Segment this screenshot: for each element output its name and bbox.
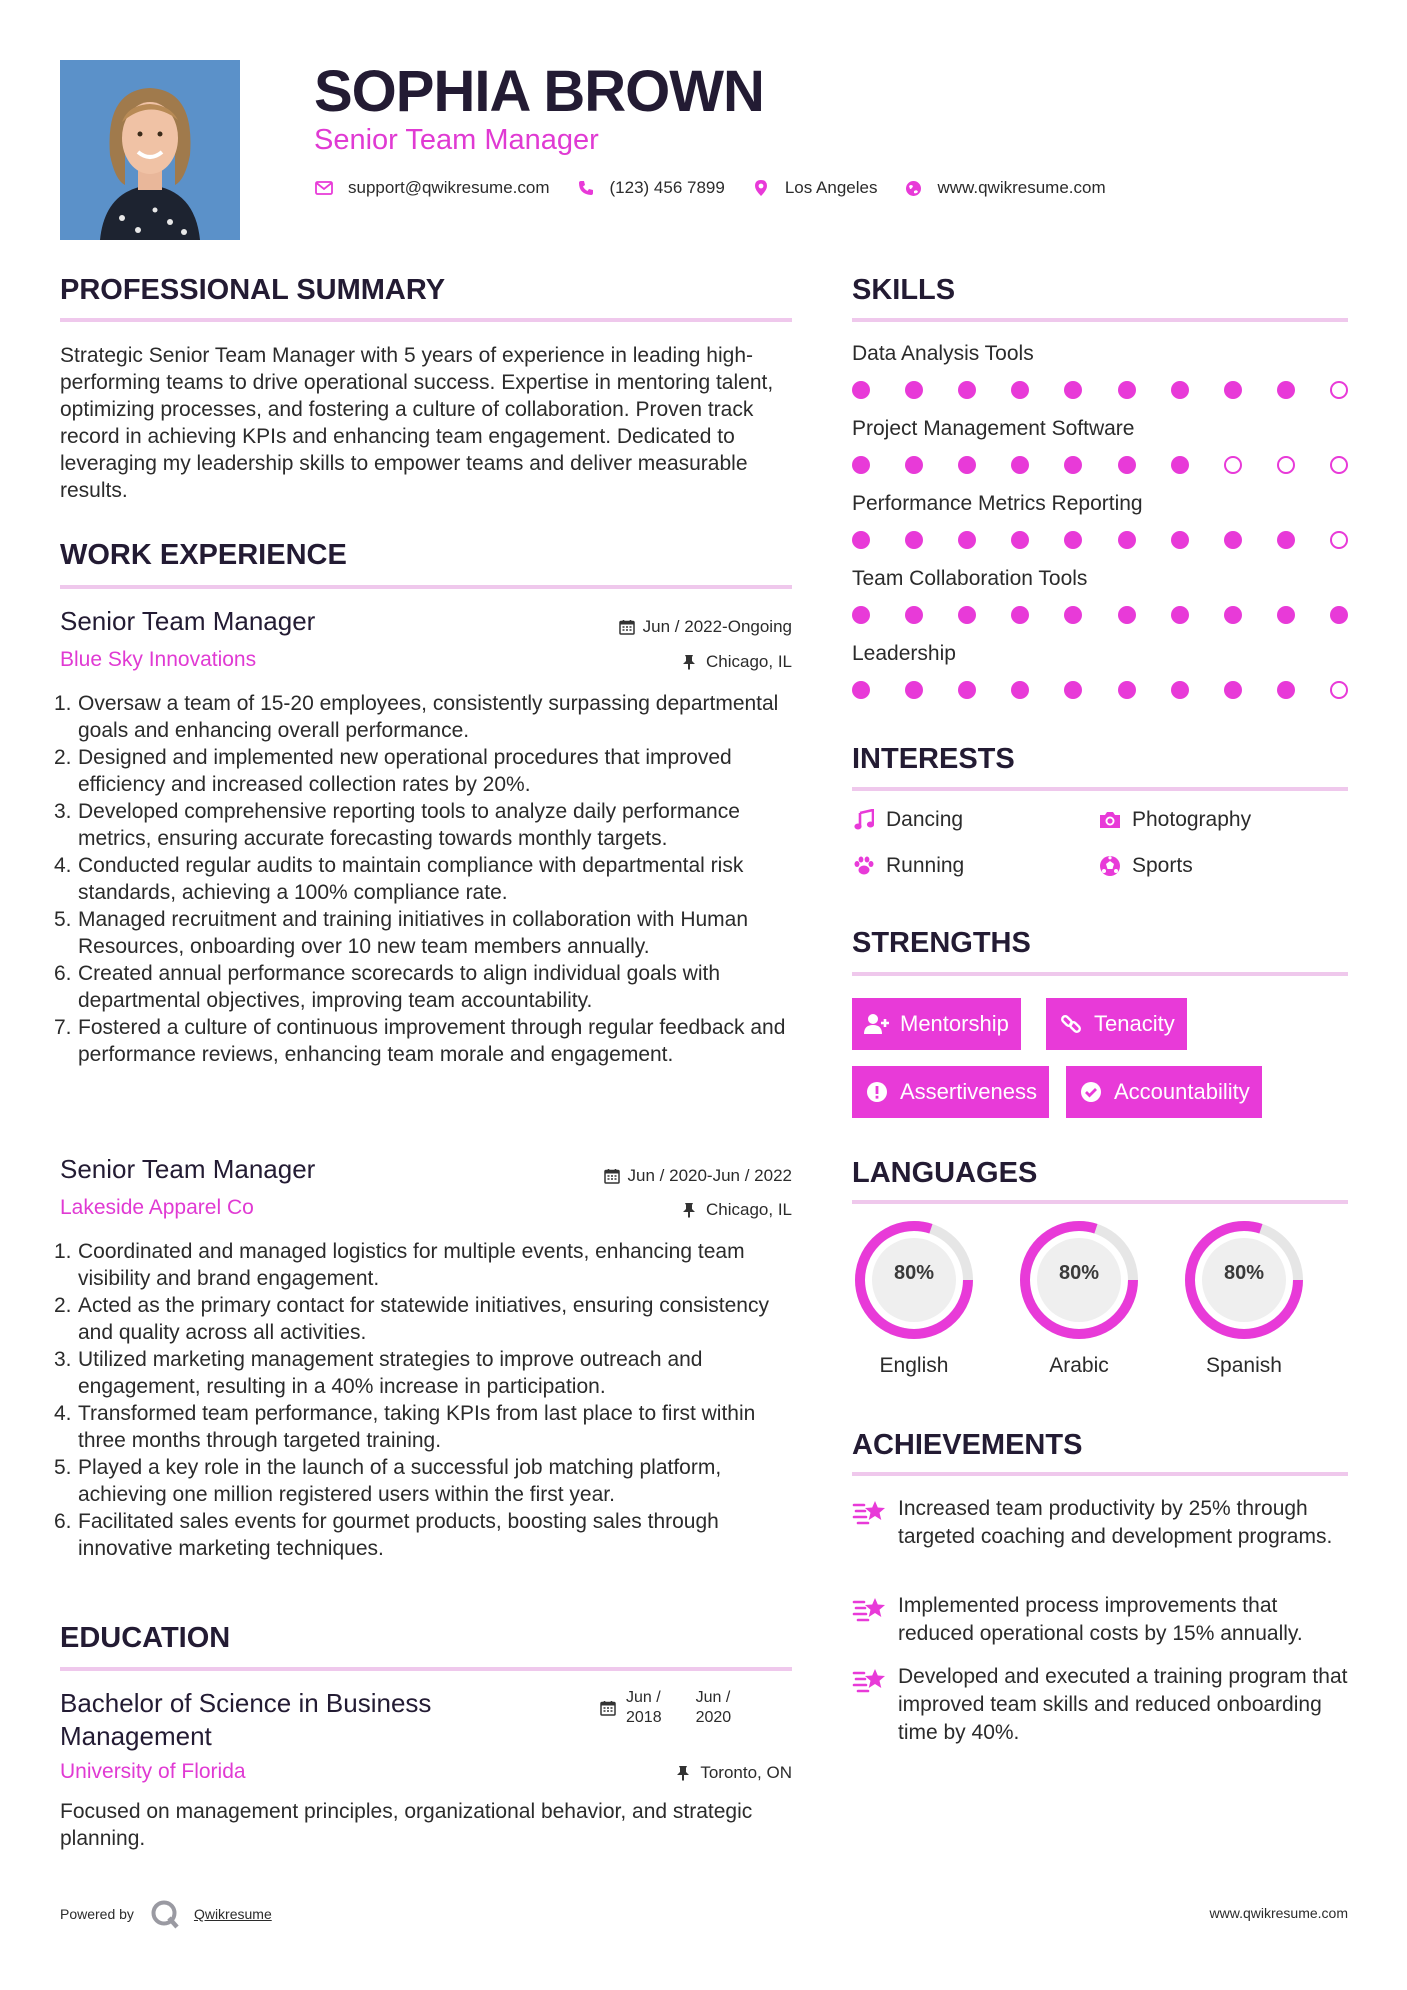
rating-dot-filled [1011,681,1029,699]
candidate-title: Senior Team Manager [314,124,599,156]
footer-powered-by-text: Powered by [60,1906,134,1922]
achievement-text: Developed and executed a training program that improved team skills and reduced onboarding time by 40%. [898,1665,1348,1744]
education-end-year: 2020 [695,1709,732,1726]
contact-phone[interactable] [576,178,725,198]
rating-dot-filled [1011,456,1029,474]
duty-item [54,1014,800,1068]
rating-dot-filled [958,531,976,549]
duty-item [54,1400,800,1454]
rating-dot-empty [1224,456,1242,474]
soccer-ball-icon [1098,854,1122,878]
job-1-dates [619,617,792,637]
job-2-role: Senior Team Manager [60,1154,316,1184]
rating-dot-empty [1330,456,1348,474]
phone-icon [576,178,596,198]
language-percent: 80% [893,1262,935,1284]
summary-heading: PROFESSIONAL SUMMARY [60,274,446,306]
achievements-heading: ACHIEVEMENTS [852,1429,1083,1461]
experience-divider [60,585,792,589]
duty-number: 7. [54,1016,72,1039]
skill-name: Performance Metrics Reporting [852,492,1143,515]
education-start-month: Jun / [626,1689,661,1706]
contact-phone-text: (123) 456 7899 [609,178,725,197]
language-name: Spanish [1206,1354,1282,1377]
rating-dot-filled [1171,606,1189,624]
rating-dot-empty [1330,681,1348,699]
duty-text: Developed comprehensive reporting tools to analyze daily performance metrics, ensuring accurate forecasting towards monthly targets. [78,800,740,850]
skill-name: Data Analysis Tools [852,342,1034,365]
education-location [676,1763,792,1783]
rating-dot-filled [1118,456,1136,474]
rating-dot-filled [852,531,870,549]
rating-dot-filled [852,381,870,399]
rating-dot-filled [1064,456,1082,474]
strength-mentorship [852,998,1021,1050]
duty-text: Played a key role in the launch of a successful job matching platform, achieving one million registered users within the first year. [78,1456,722,1506]
rating-dot-filled [958,681,976,699]
rating-dot-filled [1171,456,1189,474]
job-1-dates-text: Jun / 2022-Ongoing [642,617,792,636]
rating-dot-filled [905,456,923,474]
language-arabic [1017,1218,1141,1378]
duty-number: 1. [54,692,72,715]
duty-number: 5. [54,908,72,931]
interest-sports [1098,854,1193,878]
interest-sports-label: Sports [1132,854,1193,877]
duty-text: Designed and implemented new operational procedures that improved efficiency and increased collection rates by 20%. [78,746,732,796]
footer-powered-by [60,1899,272,1929]
job-1-duties [54,690,800,1068]
skill-rating [852,531,1348,551]
education-start-year: 2018 [626,1709,662,1726]
rating-dot-filled [1277,606,1295,624]
skill-rating [852,381,1348,401]
education-location-text: Toronto, ON [700,1763,792,1782]
duty-text: Oversaw a team of 15-20 employees, consistently surpassing departmental goals and enhancing overall performance. [78,692,779,742]
education-heading: EDUCATION [60,1622,231,1654]
contact-website-text: www.qwikresume.com [937,178,1106,197]
rating-dot-filled [852,456,870,474]
skill-name: Team Collaboration Tools [852,567,1088,590]
duty-text: Coordinated and managed logistics for multiple events, enhancing team visibility and brand engagement. [78,1240,745,1290]
duty-item [54,852,800,906]
job-1-location [682,652,792,672]
link-icon [1058,1011,1084,1037]
shooting-star-icon [852,1497,888,1527]
rating-dot-filled [852,606,870,624]
achievement-item [852,1592,1348,1648]
job-2-company: Lakeside Apparel Co [60,1196,254,1219]
education-divider [60,1667,792,1671]
duty-number: 4. [54,1402,72,1425]
shooting-star-icon [852,1594,888,1624]
language-percent: 80% [1058,1262,1100,1284]
education-end-month: Jun / [695,1689,731,1706]
rating-dot-filled [1011,531,1029,549]
interest-dancing [852,808,963,832]
duty-item [54,906,800,960]
rating-dot-filled [1277,381,1295,399]
language-percent: 80% [1223,1262,1265,1284]
duty-item [54,1346,800,1400]
rating-dot-filled [1118,381,1136,399]
paw-icon [852,854,876,878]
job-1-location-text: Chicago, IL [706,652,792,671]
experience-heading: WORK EXPERIENCE [60,539,347,571]
rating-dot-filled [1277,681,1295,699]
qwikresume-logo-icon [150,1899,180,1929]
skill-name: Leadership [852,642,956,665]
rating-dot-filled [905,606,923,624]
rating-dot-filled [1277,531,1295,549]
job-2-duties [54,1238,800,1562]
contact-website[interactable] [903,178,1105,198]
profile-photo [60,60,240,240]
language-name: Arabic [1049,1354,1109,1377]
interest-photography [1098,808,1251,832]
skills-heading: SKILLS [852,274,956,306]
rating-dot-empty [1277,456,1295,474]
duty-number: 6. [54,962,72,985]
skills-divider [852,318,1348,322]
shooting-star-icon [852,1665,888,1695]
duty-number: 3. [54,1348,72,1371]
duty-item [54,744,800,798]
duty-number: 2. [54,1294,72,1317]
rating-dot-empty [1330,531,1348,549]
job-2-location [682,1200,792,1220]
duty-item [54,1508,800,1562]
duty-number: 3. [54,800,72,823]
rating-dot-filled [1118,681,1136,699]
camera-icon [1098,808,1122,832]
rating-dot-filled [1064,681,1082,699]
duty-number: 4. [54,854,72,877]
strength-accountability-label: Accountability [1114,1079,1250,1104]
job-1-company: Blue Sky Innovations [60,648,257,671]
language-english [852,1218,976,1378]
rating-dot-filled [1064,381,1082,399]
education-degree: Bachelor of Science in Business Management [60,1688,432,1751]
duty-item [54,1292,800,1346]
rating-dot-filled [1224,681,1242,699]
envelope-icon [314,178,334,198]
duty-text: Created annual performance scorecards to align individual goals with departmental objectives, improving team accountability. [78,962,721,1012]
rating-dot-filled [905,681,923,699]
strength-assertiveness-label: Assertiveness [900,1079,1037,1104]
footer-site[interactable]: www.qwikresume.com [1209,1905,1348,1921]
interests-heading: INTERESTS [852,743,1015,775]
strength-tenacity [1046,998,1187,1050]
strengths-heading: STRENGTHS [852,927,1031,959]
contact-bar [314,178,1132,198]
achievement-item [852,1663,1348,1747]
job-1-role: Senior Team Manager [60,606,316,636]
achievement-item [852,1495,1348,1551]
rating-dot-filled [1171,531,1189,549]
rating-dot-filled [1011,606,1029,624]
duty-item [54,1454,800,1508]
rating-dot-filled [1224,381,1242,399]
languages-heading: LANGUAGES [852,1157,1038,1189]
strength-mentorship-label: Mentorship [900,1011,1009,1036]
interest-running [852,854,964,878]
duty-text: Conducted regular audits to maintain compliance with departmental risk standards, achieving a 100% compliance rate. [78,854,744,904]
check-circle-icon [1078,1079,1104,1105]
education-school: University of Florida [60,1760,246,1783]
rating-dot-filled [958,456,976,474]
duty-number: 1. [54,1240,72,1263]
duty-text: Acted as the primary contact for statewide initiatives, ensuring consistency and quality across all activities. [78,1294,769,1344]
duty-text: Fostered a culture of continuous improvement through regular feedback and performance reviews, enhancing team morale and engagement. [78,1016,786,1066]
map-pin-icon [751,178,771,198]
education-end-date [696,1688,732,1728]
rating-dot-filled [1224,606,1242,624]
contact-email[interactable] [314,178,550,198]
calendar-icon [619,619,635,635]
job-2-location-text: Chicago, IL [706,1200,792,1219]
rating-dot-filled [1064,531,1082,549]
contact-location [751,178,878,198]
rating-dot-filled [1011,381,1029,399]
achievement-text: Implemented process improvements that reduced operational costs by 15% annually. [898,1594,1303,1645]
rating-dot-filled [1171,381,1189,399]
achievements-divider [852,1472,1348,1476]
education-start-date [626,1688,662,1728]
duty-number: 5. [54,1456,72,1479]
duty-number: 6. [54,1510,72,1533]
skill-name: Project Management Software [852,417,1135,440]
language-spanish [1182,1218,1306,1378]
duty-text: Facilitated sales events for gourmet products, boosting sales through innovative marketing techniques. [78,1510,719,1560]
duty-item [54,960,800,1014]
rating-dot-filled [1224,531,1242,549]
rating-dot-filled [1171,681,1189,699]
summary-divider [60,318,792,322]
strengths-divider [852,972,1348,976]
music-note-icon [852,808,876,832]
thumbtack-icon [682,1202,698,1218]
interests-divider [852,787,1348,791]
languages-divider [852,1200,1348,1204]
rating-dot-filled [1330,606,1348,624]
rating-dot-filled [1118,531,1136,549]
rating-dot-filled [1118,606,1136,624]
education-description: Focused on management principles, organizational behavior, and strategic planning. [60,1800,753,1850]
skill-rating [852,606,1348,626]
duty-item [54,798,800,852]
job-2-dates [604,1166,792,1186]
thumbtack-icon [682,654,698,670]
job-2-dates-text: Jun / 2020-Jun / 2022 [627,1166,792,1185]
rating-dot-filled [905,531,923,549]
education-dates [600,1688,765,1728]
interest-running-label: Running [886,854,965,877]
language-name: English [879,1354,949,1377]
thumbtack-icon [676,1765,692,1781]
candidate-name: SOPHIA BROWN [314,59,764,124]
duty-text: Managed recruitment and training initiatives in collaboration with Human Resources, onboarding over 10 new team members annually. [78,908,749,958]
duty-text: Utilized marketing management strategies to improve outreach and engagement, resulting in a 40% increase in participation. [78,1348,703,1398]
achievement-text: Increased team productivity by 25% through targeted coaching and development programs. [898,1497,1333,1548]
duty-item [54,690,800,744]
strength-assertiveness [852,1066,1049,1118]
duty-item [54,1238,800,1292]
rating-dot-filled [1064,606,1082,624]
skill-rating [852,681,1348,701]
strength-tenacity-label: Tenacity [1094,1011,1175,1036]
duty-number: 2. [54,746,72,769]
rating-dot-empty [1330,381,1348,399]
calendar-icon [600,1700,616,1716]
globe-icon [903,178,923,198]
interest-photography-label: Photography [1132,808,1252,831]
rating-dot-filled [958,381,976,399]
contact-email-text: support@qwikresume.com [348,178,550,197]
calendar-icon [604,1168,620,1184]
footer-brand-link[interactable]: Qwikresume [193,1906,272,1922]
summary-text: Strategic Senior Team Manager with 5 years of experience in leading high-performing teams to drive operational success. Expertise in mentoring talent, optimizing processes, and fostering a culture of collaboration. Proven track record in achieving KPIs and enhancing team engagement. Dedicated to leveraging my leadership skills to empower teams and deliver measurable results. [60,344,774,502]
interest-dancing-label: Dancing [886,808,964,831]
user-plus-icon [864,1011,890,1037]
rating-dot-filled [852,681,870,699]
rating-dot-filled [958,606,976,624]
strength-accountability [1066,1066,1262,1118]
skill-rating [852,456,1348,476]
rating-dot-filled [905,381,923,399]
contact-location-text: Los Angeles [784,178,878,197]
duty-text: Transformed team performance, taking KPIs from last place to first within three months through targeted training. [78,1402,756,1452]
exclamation-circle-icon [864,1079,890,1105]
